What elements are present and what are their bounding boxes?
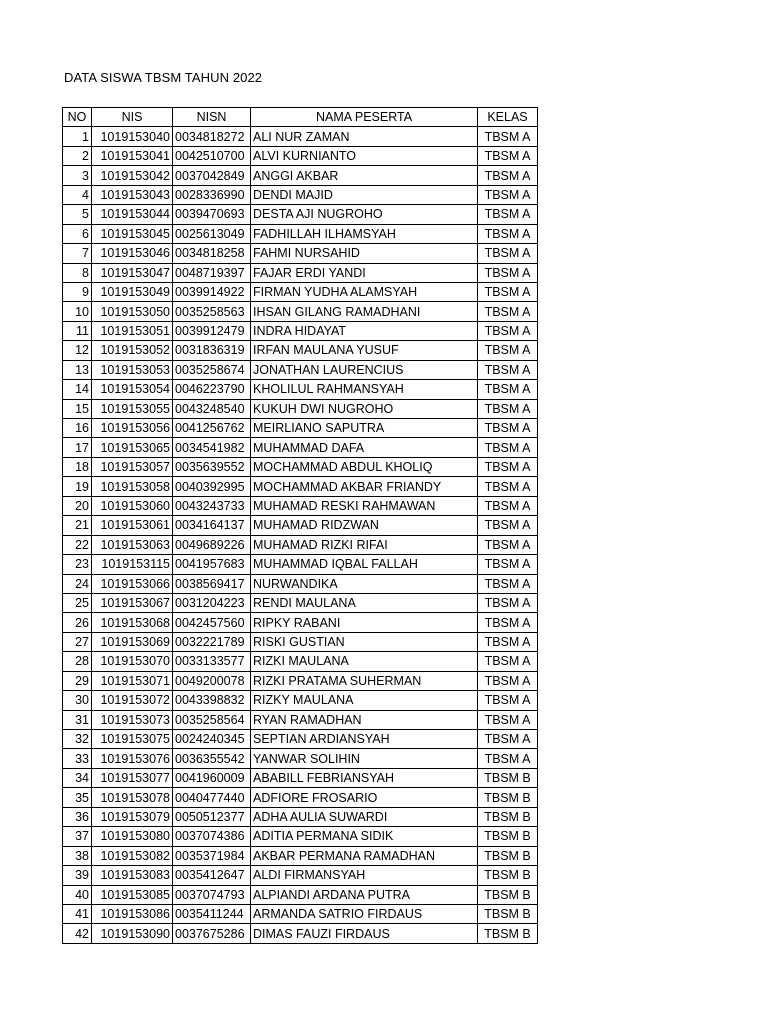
cell-no: 38 [63,846,92,865]
table-row [63,419,538,438]
cell-nama-peserta: YANWAR SOLIHIN [251,749,478,768]
cell-nis: 1019153050 [92,302,173,321]
cell-no: 3 [63,166,92,185]
cell-nama-peserta: ADITIA PERMANA SIDIK [251,827,478,846]
cell-nama-peserta: DIMAS FAUZI FIRDAUS [251,924,478,943]
table-row [63,263,538,282]
cell-nis: 1019153065 [92,438,173,457]
cell-nama-peserta: MEIRLIANO SAPUTRA [251,419,478,438]
cell-kelas: TBSM A [478,691,538,710]
table-row [63,302,538,321]
cell-kelas: TBSM A [478,166,538,185]
cell-nisn: 0031204223 [173,593,251,612]
cell-kelas: TBSM B [478,827,538,846]
table-row [63,710,538,729]
table-row [63,516,538,535]
cell-nisn: 0039914922 [173,282,251,301]
cell-no: 36 [63,807,92,826]
cell-kelas: TBSM A [478,341,538,360]
cell-nis: 1019153047 [92,263,173,282]
cell-no: 33 [63,749,92,768]
cell-nama-peserta: RIZKY MAULANA [251,691,478,710]
cell-kelas: TBSM A [478,127,538,146]
cell-no: 40 [63,885,92,904]
cell-no: 27 [63,632,92,651]
cell-kelas: TBSM A [478,302,538,321]
cell-no: 31 [63,710,92,729]
table-row [63,632,538,651]
cell-nisn: 0040392995 [173,477,251,496]
cell-nisn: 0032221789 [173,632,251,651]
cell-nisn: 0024240345 [173,730,251,749]
cell-nisn: 0037675286 [173,924,251,943]
cell-nisn: 0041960009 [173,768,251,787]
cell-nis: 1019153046 [92,244,173,263]
table-row [63,652,538,671]
cell-nisn: 0050512377 [173,807,251,826]
cell-nama-peserta: RIZKI PRATAMA SUHERMAN [251,671,478,690]
table-row [63,185,538,204]
table-row [63,166,538,185]
table-row [63,866,538,885]
table-row [63,321,538,340]
table-row [63,749,538,768]
cell-kelas: TBSM A [478,593,538,612]
cell-nisn: 0038569417 [173,574,251,593]
cell-nama-peserta: SEPTIAN ARDIANSYAH [251,730,478,749]
cell-no: 41 [63,904,92,923]
cell-nama-peserta: ARMANDA SATRIO FIRDAUS [251,904,478,923]
table-row [63,885,538,904]
cell-nisn: 0035639552 [173,457,251,476]
cell-no: 24 [63,574,92,593]
cell-nis: 1019153061 [92,516,173,535]
cell-no: 25 [63,593,92,612]
cell-nama-peserta: FIRMAN YUDHA ALAMSYAH [251,282,478,301]
student-table [62,107,538,944]
cell-nis: 1019153076 [92,749,173,768]
cell-nisn: 0041957683 [173,555,251,574]
cell-nama-peserta: RISKI GUSTIAN [251,632,478,651]
cell-kelas: TBSM A [478,671,538,690]
cell-kelas: TBSM A [478,555,538,574]
cell-kelas: TBSM A [478,263,538,282]
cell-nis: 1019153083 [92,866,173,885]
cell-nama-peserta: RYAN RAMADHAN [251,710,478,729]
cell-nis: 1019153072 [92,691,173,710]
cell-nis: 1019153090 [92,924,173,943]
cell-nisn: 0035258563 [173,302,251,321]
cell-nama-peserta: MUHAMAD RIZKI RIFAI [251,535,478,554]
cell-nama-peserta: DESTA AJI NUGROHO [251,205,478,224]
cell-kelas: TBSM A [478,419,538,438]
cell-kelas: TBSM B [478,885,538,904]
cell-kelas: TBSM A [478,632,538,651]
cell-no: 17 [63,438,92,457]
cell-no: 37 [63,827,92,846]
cell-nama-peserta: RIPKY RABANI [251,613,478,632]
cell-kelas: TBSM A [478,730,538,749]
table-row [63,438,538,457]
cell-nisn: 0041256762 [173,419,251,438]
cell-nis: 1019153073 [92,710,173,729]
cell-nis: 1019153055 [92,399,173,418]
cell-nisn: 0035258674 [173,360,251,379]
cell-kelas: TBSM A [478,749,538,768]
table-body [63,127,538,943]
cell-kelas: TBSM A [478,477,538,496]
cell-nama-peserta: ALPIANDI ARDANA PUTRA [251,885,478,904]
cell-kelas: TBSM B [478,788,538,807]
cell-nis: 1019153069 [92,632,173,651]
cell-no: 5 [63,205,92,224]
cell-kelas: TBSM A [478,457,538,476]
cell-nisn: 0048719397 [173,263,251,282]
cell-no: 13 [63,360,92,379]
cell-nama-peserta: ANGGI AKBAR [251,166,478,185]
cell-kelas: TBSM A [478,496,538,515]
cell-nis: 1019153053 [92,360,173,379]
table-row [63,244,538,263]
header-nama-peserta: NAMA PESERTA [251,108,478,127]
table-row [63,807,538,826]
table-row [63,127,538,146]
cell-no: 7 [63,244,92,263]
cell-nama-peserta: RENDI MAULANA [251,593,478,612]
cell-nisn: 0043398832 [173,691,251,710]
cell-nama-peserta: JONATHAN LAURENCIUS [251,360,478,379]
cell-no: 28 [63,652,92,671]
cell-kelas: TBSM A [478,380,538,399]
table-row [63,477,538,496]
cell-kelas: TBSM A [478,185,538,204]
cell-nis: 1019153080 [92,827,173,846]
cell-nis: 1019153045 [92,224,173,243]
table-row [63,496,538,515]
table-row [63,730,538,749]
cell-nisn: 0039470693 [173,205,251,224]
cell-nama-peserta: DENDI MAJID [251,185,478,204]
table-row [63,613,538,632]
cell-nama-peserta: ADFIORE FROSARIO [251,788,478,807]
cell-kelas: TBSM A [478,360,538,379]
cell-nis: 1019153115 [92,555,173,574]
cell-nisn: 0042457560 [173,613,251,632]
cell-no: 29 [63,671,92,690]
cell-nama-peserta: ALVI KURNIANTO [251,146,478,165]
table-row [63,846,538,865]
cell-nisn: 0035412647 [173,866,251,885]
table-header [63,108,538,127]
table-row [63,282,538,301]
cell-nis: 1019153068 [92,613,173,632]
cell-no: 2 [63,146,92,165]
cell-no: 35 [63,788,92,807]
cell-nama-peserta: MUHAMMAD DAFA [251,438,478,457]
cell-nama-peserta: AKBAR PERMANA RAMADHAN [251,846,478,865]
cell-nis: 1019153063 [92,535,173,554]
cell-nama-peserta: IHSAN GILANG RAMADHANI [251,302,478,321]
cell-nis: 1019153079 [92,807,173,826]
cell-nama-peserta: MUHAMMAD IQBAL FALLAH [251,555,478,574]
cell-no: 30 [63,691,92,710]
cell-kelas: TBSM A [478,652,538,671]
cell-nisn: 0036355542 [173,749,251,768]
cell-nis: 1019153051 [92,321,173,340]
table-row [63,904,538,923]
cell-nama-peserta: KHOLILUL RAHMANSYAH [251,380,478,399]
cell-nama-peserta: MOCHAMMAD AKBAR FRIANDY [251,477,478,496]
cell-nisn: 0043243733 [173,496,251,515]
cell-nisn: 0049689226 [173,535,251,554]
cell-kelas: TBSM A [478,205,538,224]
cell-nisn: 0034818272 [173,127,251,146]
cell-nama-peserta: FAJAR ERDI YANDI [251,263,478,282]
cell-no: 42 [63,924,92,943]
cell-nis: 1019153057 [92,457,173,476]
table-row [63,341,538,360]
cell-kelas: TBSM A [478,146,538,165]
cell-nama-peserta: RIZKI MAULANA [251,652,478,671]
cell-kelas: TBSM B [478,866,538,885]
cell-nis: 1019153085 [92,885,173,904]
cell-nis: 1019153078 [92,788,173,807]
cell-kelas: TBSM A [478,244,538,263]
cell-no: 23 [63,555,92,574]
cell-nisn: 0034164137 [173,516,251,535]
cell-nisn: 0037074793 [173,885,251,904]
cell-nisn: 0046223790 [173,380,251,399]
cell-nis: 1019153056 [92,419,173,438]
cell-nisn: 0043248540 [173,399,251,418]
cell-nis: 1019153058 [92,477,173,496]
cell-nis: 1019153044 [92,205,173,224]
table-row [63,593,538,612]
cell-nama-peserta: FAHMI NURSAHID [251,244,478,263]
table-row [63,224,538,243]
cell-no: 14 [63,380,92,399]
header-no: NO [63,108,92,127]
cell-nis: 1019153067 [92,593,173,612]
cell-nama-peserta: ABABILL FEBRIANSYAH [251,768,478,787]
table-row [63,399,538,418]
table-row [63,535,538,554]
cell-nama-peserta: MUHAMAD RIDZWAN [251,516,478,535]
cell-nis: 1019153077 [92,768,173,787]
cell-kelas: TBSM B [478,924,538,943]
cell-nama-peserta: KUKUH DWI NUGROHO [251,399,478,418]
cell-no: 16 [63,419,92,438]
table-row [63,671,538,690]
table-row [63,924,538,943]
cell-nis: 1019153075 [92,730,173,749]
cell-nisn: 0035258564 [173,710,251,729]
cell-kelas: TBSM A [478,224,538,243]
cell-kelas: TBSM A [478,710,538,729]
table-row [63,768,538,787]
cell-nis: 1019153086 [92,904,173,923]
table-row [63,691,538,710]
cell-no: 8 [63,263,92,282]
cell-nama-peserta: INDRA HIDAYAT [251,321,478,340]
cell-nama-peserta: ALI NUR ZAMAN [251,127,478,146]
cell-nisn: 0049200078 [173,671,251,690]
header-nisn: NISN [173,108,251,127]
cell-no: 20 [63,496,92,515]
cell-no: 19 [63,477,92,496]
cell-nisn: 0039912479 [173,321,251,340]
cell-kelas: TBSM A [478,574,538,593]
cell-no: 11 [63,321,92,340]
cell-no: 10 [63,302,92,321]
cell-nisn: 0037042849 [173,166,251,185]
cell-nis: 1019153082 [92,846,173,865]
table-row [63,788,538,807]
cell-kelas: TBSM A [478,438,538,457]
cell-nisn: 0040477440 [173,788,251,807]
cell-kelas: TBSM A [478,399,538,418]
table-row [63,457,538,476]
cell-kelas: TBSM B [478,904,538,923]
cell-kelas: TBSM A [478,282,538,301]
table-row [63,360,538,379]
table-row [63,555,538,574]
cell-no: 18 [63,457,92,476]
cell-no: 9 [63,282,92,301]
cell-kelas: TBSM A [478,613,538,632]
cell-no: 39 [63,866,92,885]
cell-nisn: 0034818258 [173,244,251,263]
cell-no: 1 [63,127,92,146]
cell-nis: 1019153049 [92,282,173,301]
cell-nisn: 0035411244 [173,904,251,923]
cell-no: 4 [63,185,92,204]
cell-kelas: TBSM A [478,321,538,340]
document-title: DATA SISWA TBSM TAHUN 2022 [64,70,263,85]
cell-nama-peserta: MUHAMAD RESKI RAHMAWAN [251,496,478,515]
cell-nama-peserta: NURWANDIKA [251,574,478,593]
cell-kelas: TBSM A [478,535,538,554]
cell-nama-peserta: MOCHAMMAD ABDUL KHOLIQ [251,457,478,476]
header-nis: NIS [92,108,173,127]
cell-nis: 1019153071 [92,671,173,690]
cell-nis: 1019153042 [92,166,173,185]
cell-nisn: 0033133577 [173,652,251,671]
cell-nama-peserta: IRFAN MAULANA YUSUF [251,341,478,360]
cell-nis: 1019153060 [92,496,173,515]
cell-nisn: 0035371984 [173,846,251,865]
table-row [63,380,538,399]
cell-nis: 1019153070 [92,652,173,671]
cell-no: 21 [63,516,92,535]
cell-nisn: 0025613049 [173,224,251,243]
cell-nis: 1019153054 [92,380,173,399]
cell-nisn: 0042510700 [173,146,251,165]
cell-kelas: TBSM A [478,516,538,535]
cell-no: 22 [63,535,92,554]
header-kelas: KELAS [478,108,538,127]
table-row [63,574,538,593]
cell-no: 26 [63,613,92,632]
cell-no: 12 [63,341,92,360]
table-row [63,146,538,165]
cell-nis: 1019153041 [92,146,173,165]
cell-nisn: 0034541982 [173,438,251,457]
table-row [63,827,538,846]
cell-nis: 1019153043 [92,185,173,204]
cell-kelas: TBSM B [478,807,538,826]
cell-nis: 1019153040 [92,127,173,146]
cell-no: 32 [63,730,92,749]
cell-nama-peserta: ADHA AULIA SUWARDI [251,807,478,826]
cell-no: 6 [63,224,92,243]
cell-nama-peserta: FADHILLAH ILHAMSYAH [251,224,478,243]
cell-no: 34 [63,768,92,787]
cell-kelas: TBSM B [478,846,538,865]
cell-nama-peserta: ALDI FIRMANSYAH [251,866,478,885]
cell-nis: 1019153052 [92,341,173,360]
header-row [63,108,538,127]
table-row [63,205,538,224]
cell-nis: 1019153066 [92,574,173,593]
cell-nisn: 0031836319 [173,341,251,360]
cell-kelas: TBSM B [478,768,538,787]
cell-nisn: 0037074386 [173,827,251,846]
cell-nisn: 0028336990 [173,185,251,204]
cell-no: 15 [63,399,92,418]
